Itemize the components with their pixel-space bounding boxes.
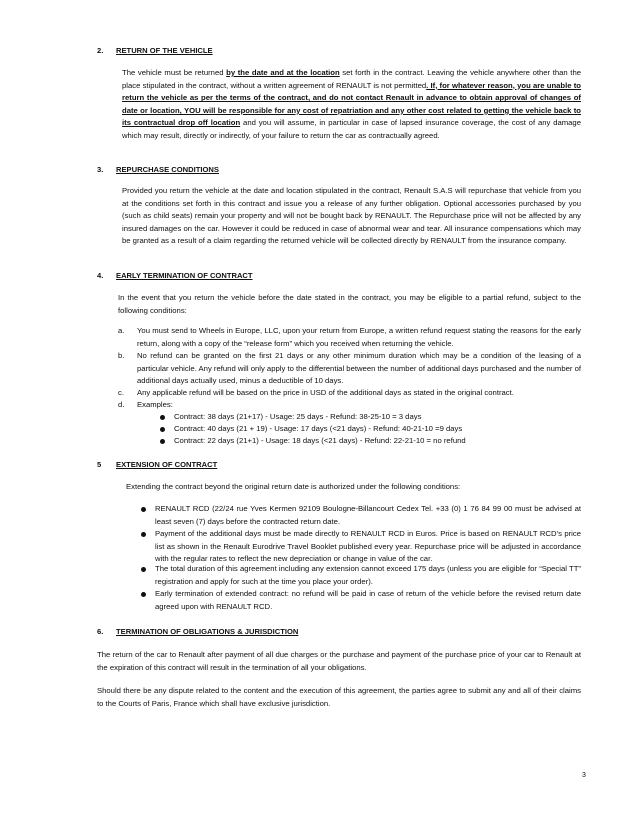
bullet-icon — [141, 507, 146, 512]
list-item-text: Early termination of extended contract: no refund will be paid in case of return of the vehicle before the revised return date agreed upon with RENAULT RCD. — [155, 589, 581, 611]
section-4-intro: In the event that you return the vehicle before the date stated in the contract, you may be eligible to a partial refund, subject to the following conditions: — [118, 293, 581, 315]
list-item — [118, 325, 581, 350]
s2-emphasis-2: . If, for whatever reason, you are unable to return the vehicle as per the terms of the contract, and do not contact Renault in advance to obtain approval of changes of date or location, YOU will be responsible for any cost of repatriation and any other cost related to getting the vehicle back to its contractual drop off location — [122, 80, 581, 128]
list-item — [131, 588, 581, 613]
list-item — [118, 387, 581, 400]
page-number: 3 — [582, 772, 586, 779]
example-text: Contract: 40 days (21 + 19) - Usage: 17 days (<21 days) - Refund: 40-21-10 =9 days — [174, 424, 463, 433]
section-6-paragraph-2: Should there be any dispute related to the content and the execution of this agreement, the parties agree to submit any and all of their claims to the Courts of Paris, France which shall have exclusive jurisdiction. — [97, 686, 581, 708]
list-item-label: d. — [118, 400, 125, 409]
s2-emphasis-1: by the date and at the location — [226, 68, 340, 77]
list-item — [131, 528, 581, 566]
list-item-text: Payment of the additional days must be made directly to RENAULT RCD in Euros. Price is based on RENAULT RCD’s price list as shown in the Renault Eurodrive Travel Booklet published every year. Repurchase price will be adjusted in accordance with the regular rates to reflect the new depreciation or change in value of the car. — [155, 529, 581, 564]
example-text: Contract: 38 days (21+17) - Usage: 25 days - Refund: 38-25-10 = 3 days — [174, 412, 422, 421]
list-item-text: The total duration of this agreement including any extension cannot exceed 175 days (unless you are eligible for “Special TT” registration and apply for such at the time you place your order). — [155, 564, 581, 586]
list-item — [118, 350, 581, 388]
section-title: EARLY TERMINATION OF CONTRACT — [116, 271, 253, 280]
list-item-label: c. — [118, 388, 124, 397]
section-2-body — [122, 67, 581, 143]
list-item-label: b. — [118, 351, 125, 360]
list-item — [131, 503, 581, 528]
section-title: REPURCHASE CONDITIONS — [116, 165, 219, 174]
section-5-heading — [97, 459, 217, 470]
section-number: 4. — [97, 271, 104, 280]
list-item-text: RENAULT RCD (22/24 rue Yves Kermen 92109 Boulogne-Billancourt Cedex Tel. +33 (0) 1 76 84 99 00 must be advised at least seven (7) days before the contracted return date. — [155, 504, 581, 526]
bullet-icon — [160, 439, 165, 444]
s2-text-1: The vehicle must be returned — [122, 68, 227, 77]
section-number: 2. — [97, 46, 104, 55]
example-item — [150, 435, 581, 448]
section-title: RETURN OF THE VEHICLE — [116, 46, 213, 55]
list-item-label: a. — [118, 326, 125, 335]
s2-text-2: set forth in the contract. Leaving the vehicle anywhere other than the place stipulated in the contract, without a written agreement of RENAULT is not permitted — [122, 68, 581, 90]
section-number: 5 — [97, 460, 102, 469]
list-item-text: You must send to Wheels in Europe, LLC, upon your return from Europe, a written refund request stating the reasons for the early return, along with a copy of the “release form” which you received when returning the vehicle. — [137, 326, 581, 348]
bullet-icon — [141, 567, 146, 572]
list-item-text: No refund can be granted on the first 21 days or any other minimum duration which may be a condition of the leasing of a particular vehicle. Any refund will only apply to the differential between the number of additional days purchased and the number of additional days actually used, minus a deductible of 10 days. — [137, 351, 581, 386]
section-5-intro: Extending the contract beyond the original return date is authorized under the following conditions: — [126, 482, 461, 491]
section-title: EXTENSION OF CONTRACT — [116, 460, 218, 469]
list-item-text: Any applicable refund will be based on the price in USD of the additional days as stated in the original contract. — [137, 388, 514, 397]
section-4-heading — [97, 270, 253, 281]
section-6-paragraph-1: The return of the car to Renault after payment of all due charges or the purchase and payment of the purchase price of your car to Renault at the expiration of this contract will result in the termination of all your obligations. — [97, 650, 581, 672]
section-3-heading — [97, 164, 219, 175]
list-item — [118, 399, 581, 412]
section-number: 3. — [97, 165, 104, 174]
list-item-text: Examples: — [137, 400, 173, 409]
section-2-heading — [97, 45, 213, 56]
bullet-icon — [160, 415, 165, 420]
example-text: Contract: 22 days (21+1) - Usage: 18 days (<21 days) - Refund: 22-21-10 = no refund — [174, 436, 466, 445]
bullet-icon — [160, 427, 165, 432]
example-item — [150, 411, 581, 424]
s2-text-3: and you will assume, in particular in case of lapsed insurance coverage, the cost of any damage which may result, directly or indirectly, of your failure to return the car as contractually agreed. — [122, 118, 581, 140]
bullet-icon — [141, 532, 146, 537]
section-3-body: Provided you return the vehicle at the date and location stipulated in the contract, Renault S.A.S will repurchase that vehicle from you at the conditions set forth in this contract and issue you a release of any further obligation. Optional accessories purchased by you (such as child seats) remain your property and will not be bought back by RENAULT. The Repurchase price will not be affected by any insured damages on the car. However it could be reduced in case of abnormal wear and tear. All insurance compensations which may be granted as a result of a claim regarding the returned vehicle will be collected directly by RENAULT from the insurance company. — [122, 186, 581, 246]
bullet-icon — [141, 592, 146, 597]
section-title: TERMINATION OF OBLIGATIONS & JURISDICTION — [116, 627, 299, 636]
list-item — [131, 563, 581, 588]
example-item — [150, 423, 581, 436]
section-number: 6. — [97, 627, 104, 636]
section-6-heading — [97, 626, 298, 637]
